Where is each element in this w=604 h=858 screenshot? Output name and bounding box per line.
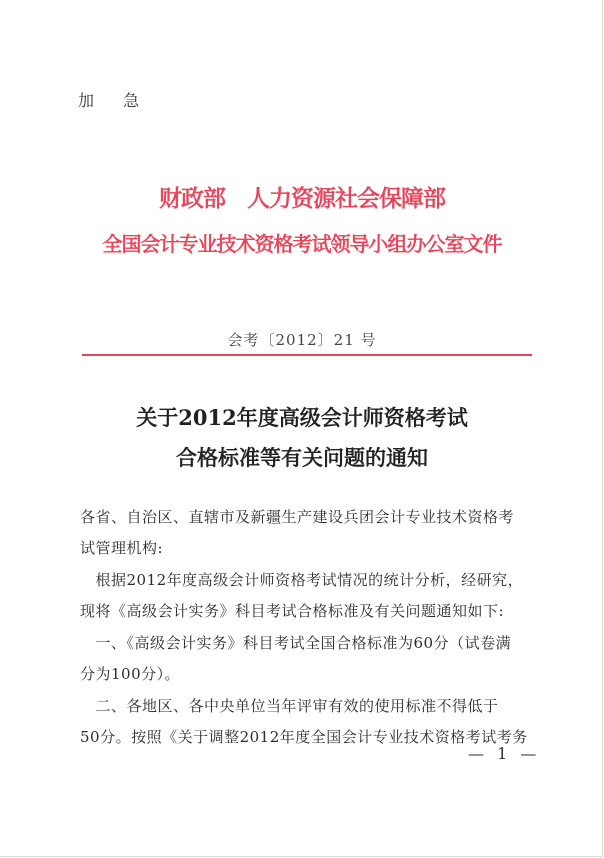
body-line: 试管理机构: <box>80 539 164 557</box>
red-divider <box>82 354 532 356</box>
page-number: — 1 — <box>468 744 541 763</box>
body-line: 分为100分）。 <box>80 665 181 683</box>
notice-title-line-2: 合格标准等有关问题的通知 <box>176 445 428 470</box>
issuer-line-2: 全国会计专业技术资格考试领导小组办公室文件 <box>102 232 502 256</box>
document-number: 会考〔2012〕21 号 <box>227 331 377 349</box>
body-line: 二、各地区、各中央单位当年评审有效的使用标准不得低于 <box>80 697 499 715</box>
notice-title-line-1: 关于2012年度高级会计师资格考试 <box>136 405 468 430</box>
body-line: 50分。按照《关于调整2012年度全国会计专业技术资格考试考务 <box>80 728 528 746</box>
urgency-label: 加 急 <box>78 91 152 110</box>
body-line: 根据2012年度高级会计师资格考试情况的统计分析，经研究， <box>80 571 524 589</box>
body-line: 现将《高级会计实务》科目考试合格标准及有关问题通知如下: <box>80 602 505 620</box>
body-line: 各省、自治区、直辖市及新疆生产建设兵团会计专业技术资格考 <box>80 508 515 526</box>
body-line: 一、《高级会计实务》科目考试全国合格标准为60分（试卷满 <box>80 634 512 652</box>
issuer-line-1: 财政部 人力资源社会保障部 <box>159 185 445 212</box>
